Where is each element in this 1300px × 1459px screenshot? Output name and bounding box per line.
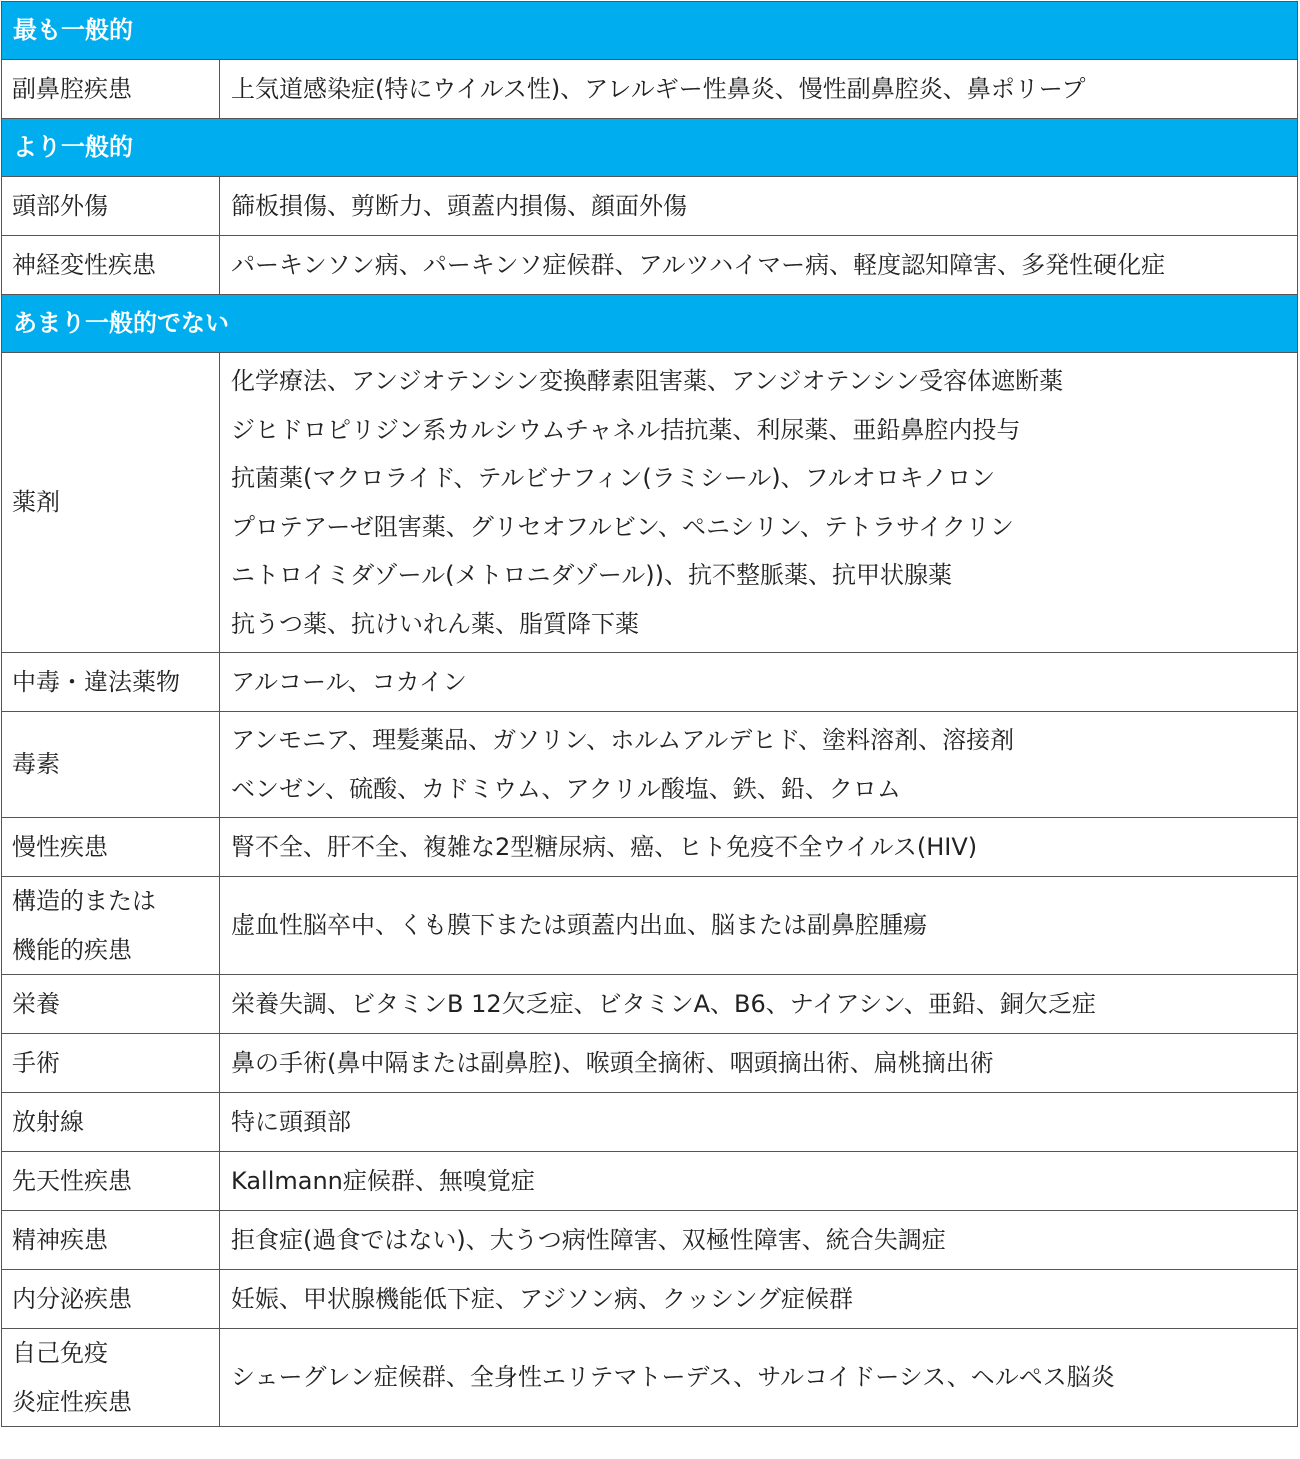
row-content-line: パーキンソン病、パーキンソ症候群、アルツハイマー病、軽度認知障害、多発性硬化症 xyxy=(231,250,1166,279)
row-content xyxy=(220,236,1298,295)
row-label-line: 神経変性疾患 xyxy=(12,250,156,279)
table-row xyxy=(2,236,1298,295)
table-row xyxy=(2,877,1298,975)
table-row xyxy=(2,1211,1298,1270)
row-content-line: 鼻の手術(鼻中隔または副鼻腔)、喉頭全摘術、咽頭摘出術、扁桃摘出術 xyxy=(231,1048,994,1077)
table-row xyxy=(2,60,1298,119)
row-label-line: 中毒・違法薬物 xyxy=(12,667,180,696)
row-label-line: 精神疾患 xyxy=(12,1225,108,1254)
row-label-line: 先天性疾患 xyxy=(12,1166,132,1195)
table-row xyxy=(2,1093,1298,1152)
row-label-line: 放射線 xyxy=(12,1107,84,1136)
row-label xyxy=(2,1093,220,1152)
section-title: 最も一般的 xyxy=(2,2,1298,60)
row-content xyxy=(220,877,1298,975)
row-label xyxy=(2,1270,220,1329)
causes-table xyxy=(1,1,1298,1427)
row-label-line: 毒素 xyxy=(12,750,60,779)
row-content-line: 妊娠、甲状腺機能低下症、アジソン病、クッシング症候群 xyxy=(231,1284,853,1313)
table-row xyxy=(2,1270,1298,1329)
row-content-line: プロテアーゼ阻害薬、グリセオフルビン、ペニシリン、テトラサイクリン xyxy=(231,512,1014,541)
row-label-line: 自己免疫 xyxy=(12,1339,108,1367)
row-content xyxy=(220,712,1298,818)
row-label xyxy=(2,975,220,1034)
row-label-line: 構造的または xyxy=(12,887,156,915)
row-content-line: ジヒドロピリジン系カルシウムチャネル拮抗薬、利尿薬、亜鉛鼻腔内投与 xyxy=(231,415,1021,444)
row-content-line: 化学療法、アンジオテンシン変換酵素阻害薬、アンジオテンシン受容体遮断薬 xyxy=(231,367,1064,395)
causes-table-body xyxy=(2,2,1298,1427)
section-header-row xyxy=(2,295,1298,353)
row-content xyxy=(220,1211,1298,1270)
row-label-line: 炎症性疾患 xyxy=(12,1387,132,1416)
row-content-line: 篩板損傷、剪断力、頭蓋内損傷、顔面外傷 xyxy=(231,191,687,220)
row-label-line: 慢性疾患 xyxy=(12,832,108,861)
row-content-line: アンモニア、理髪薬品、ガソリン、ホルムアルデヒド、塗料溶剤、溶接剤 xyxy=(231,726,1015,754)
table-row xyxy=(2,818,1298,877)
row-content-line: Kallmann症候群、無嗅覚症 xyxy=(231,1166,535,1195)
table-row xyxy=(2,177,1298,236)
row-content xyxy=(220,1152,1298,1211)
row-content xyxy=(220,353,1298,653)
row-content-line: 拒食症(過食ではない)、大うつ病性障害、双極性障害、統合失調症 xyxy=(231,1225,946,1254)
row-label-line: 副鼻腔疾患 xyxy=(12,74,132,103)
row-content-line: 上気道感染症(特にウイルス性)、アレルギー性鼻炎、慢性副鼻腔炎、鼻ポリープ xyxy=(231,74,1086,103)
row-content-line: シェーグレン症候群、全身性エリテマトーデス、サルコイドーシス、ヘルペス脳炎 xyxy=(231,1363,1115,1392)
row-content-line: 特に頭頚部 xyxy=(231,1107,351,1136)
row-label xyxy=(2,712,220,818)
row-content xyxy=(220,653,1298,712)
section-title: より一般的 xyxy=(2,119,1298,177)
row-label xyxy=(2,1211,220,1270)
row-content xyxy=(220,1329,1298,1427)
row-label xyxy=(2,60,220,119)
row-content-line: ベンゼン、硫酸、カドミウム、アクリル酸塩、鉄、鉛、クロム xyxy=(231,774,901,803)
section-header-row xyxy=(2,119,1298,177)
row-label-line: 手術 xyxy=(12,1048,60,1077)
row-content-line: アルコール、コカイン xyxy=(231,667,467,696)
row-label xyxy=(2,653,220,712)
row-label-line: 機能的疾患 xyxy=(12,935,132,964)
section-header-row xyxy=(2,2,1298,60)
row-content-line: 抗菌薬(マクロライド、テルビナフィン(ラミシール)、フルオロキノロン xyxy=(231,464,996,492)
table-row xyxy=(2,353,1298,653)
row-content-line: 栄養失調、ビタミンB 12欠乏症、ビタミンA、B6、ナイアシン、亜鉛、銅欠乏症 xyxy=(231,989,1096,1018)
row-label xyxy=(2,1034,220,1093)
row-content xyxy=(220,177,1298,236)
row-content xyxy=(220,1270,1298,1329)
row-label xyxy=(2,1152,220,1211)
row-label xyxy=(2,877,220,975)
row-label xyxy=(2,236,220,295)
row-label-line: 薬剤 xyxy=(12,488,60,517)
table-row xyxy=(2,975,1298,1034)
table-row xyxy=(2,1034,1298,1093)
row-content-line: 虚血性脳卒中、くも膜下または頭蓋内出血、脳または副鼻腔腫瘍 xyxy=(231,911,927,940)
row-content xyxy=(220,1034,1298,1093)
row-label-line: 栄養 xyxy=(12,989,60,1018)
row-content-line: 抗うつ薬、抗けいれん薬、脂質降下薬 xyxy=(231,609,639,638)
row-label xyxy=(2,353,220,653)
table-row xyxy=(2,653,1298,712)
row-label-line: 頭部外傷 xyxy=(12,191,108,220)
section-title: あまり一般的でない xyxy=(2,295,1298,353)
row-content xyxy=(220,818,1298,877)
row-content xyxy=(220,975,1298,1034)
row-content xyxy=(220,60,1298,119)
row-content-line: ニトロイミダゾール(メトロニダゾール))、抗不整脈薬、抗甲状腺薬 xyxy=(231,561,952,589)
row-content-line: 腎不全、肝不全、複雑な2型糖尿病、癌、ヒト免疫不全ウイルス(HIV) xyxy=(231,832,978,861)
table-row xyxy=(2,1152,1298,1211)
table-row xyxy=(2,1329,1298,1427)
row-label xyxy=(2,818,220,877)
row-content xyxy=(220,1093,1298,1152)
table-row xyxy=(2,712,1298,818)
row-label-line: 内分泌疾患 xyxy=(12,1284,132,1313)
row-label xyxy=(2,177,220,236)
row-label xyxy=(2,1329,220,1427)
